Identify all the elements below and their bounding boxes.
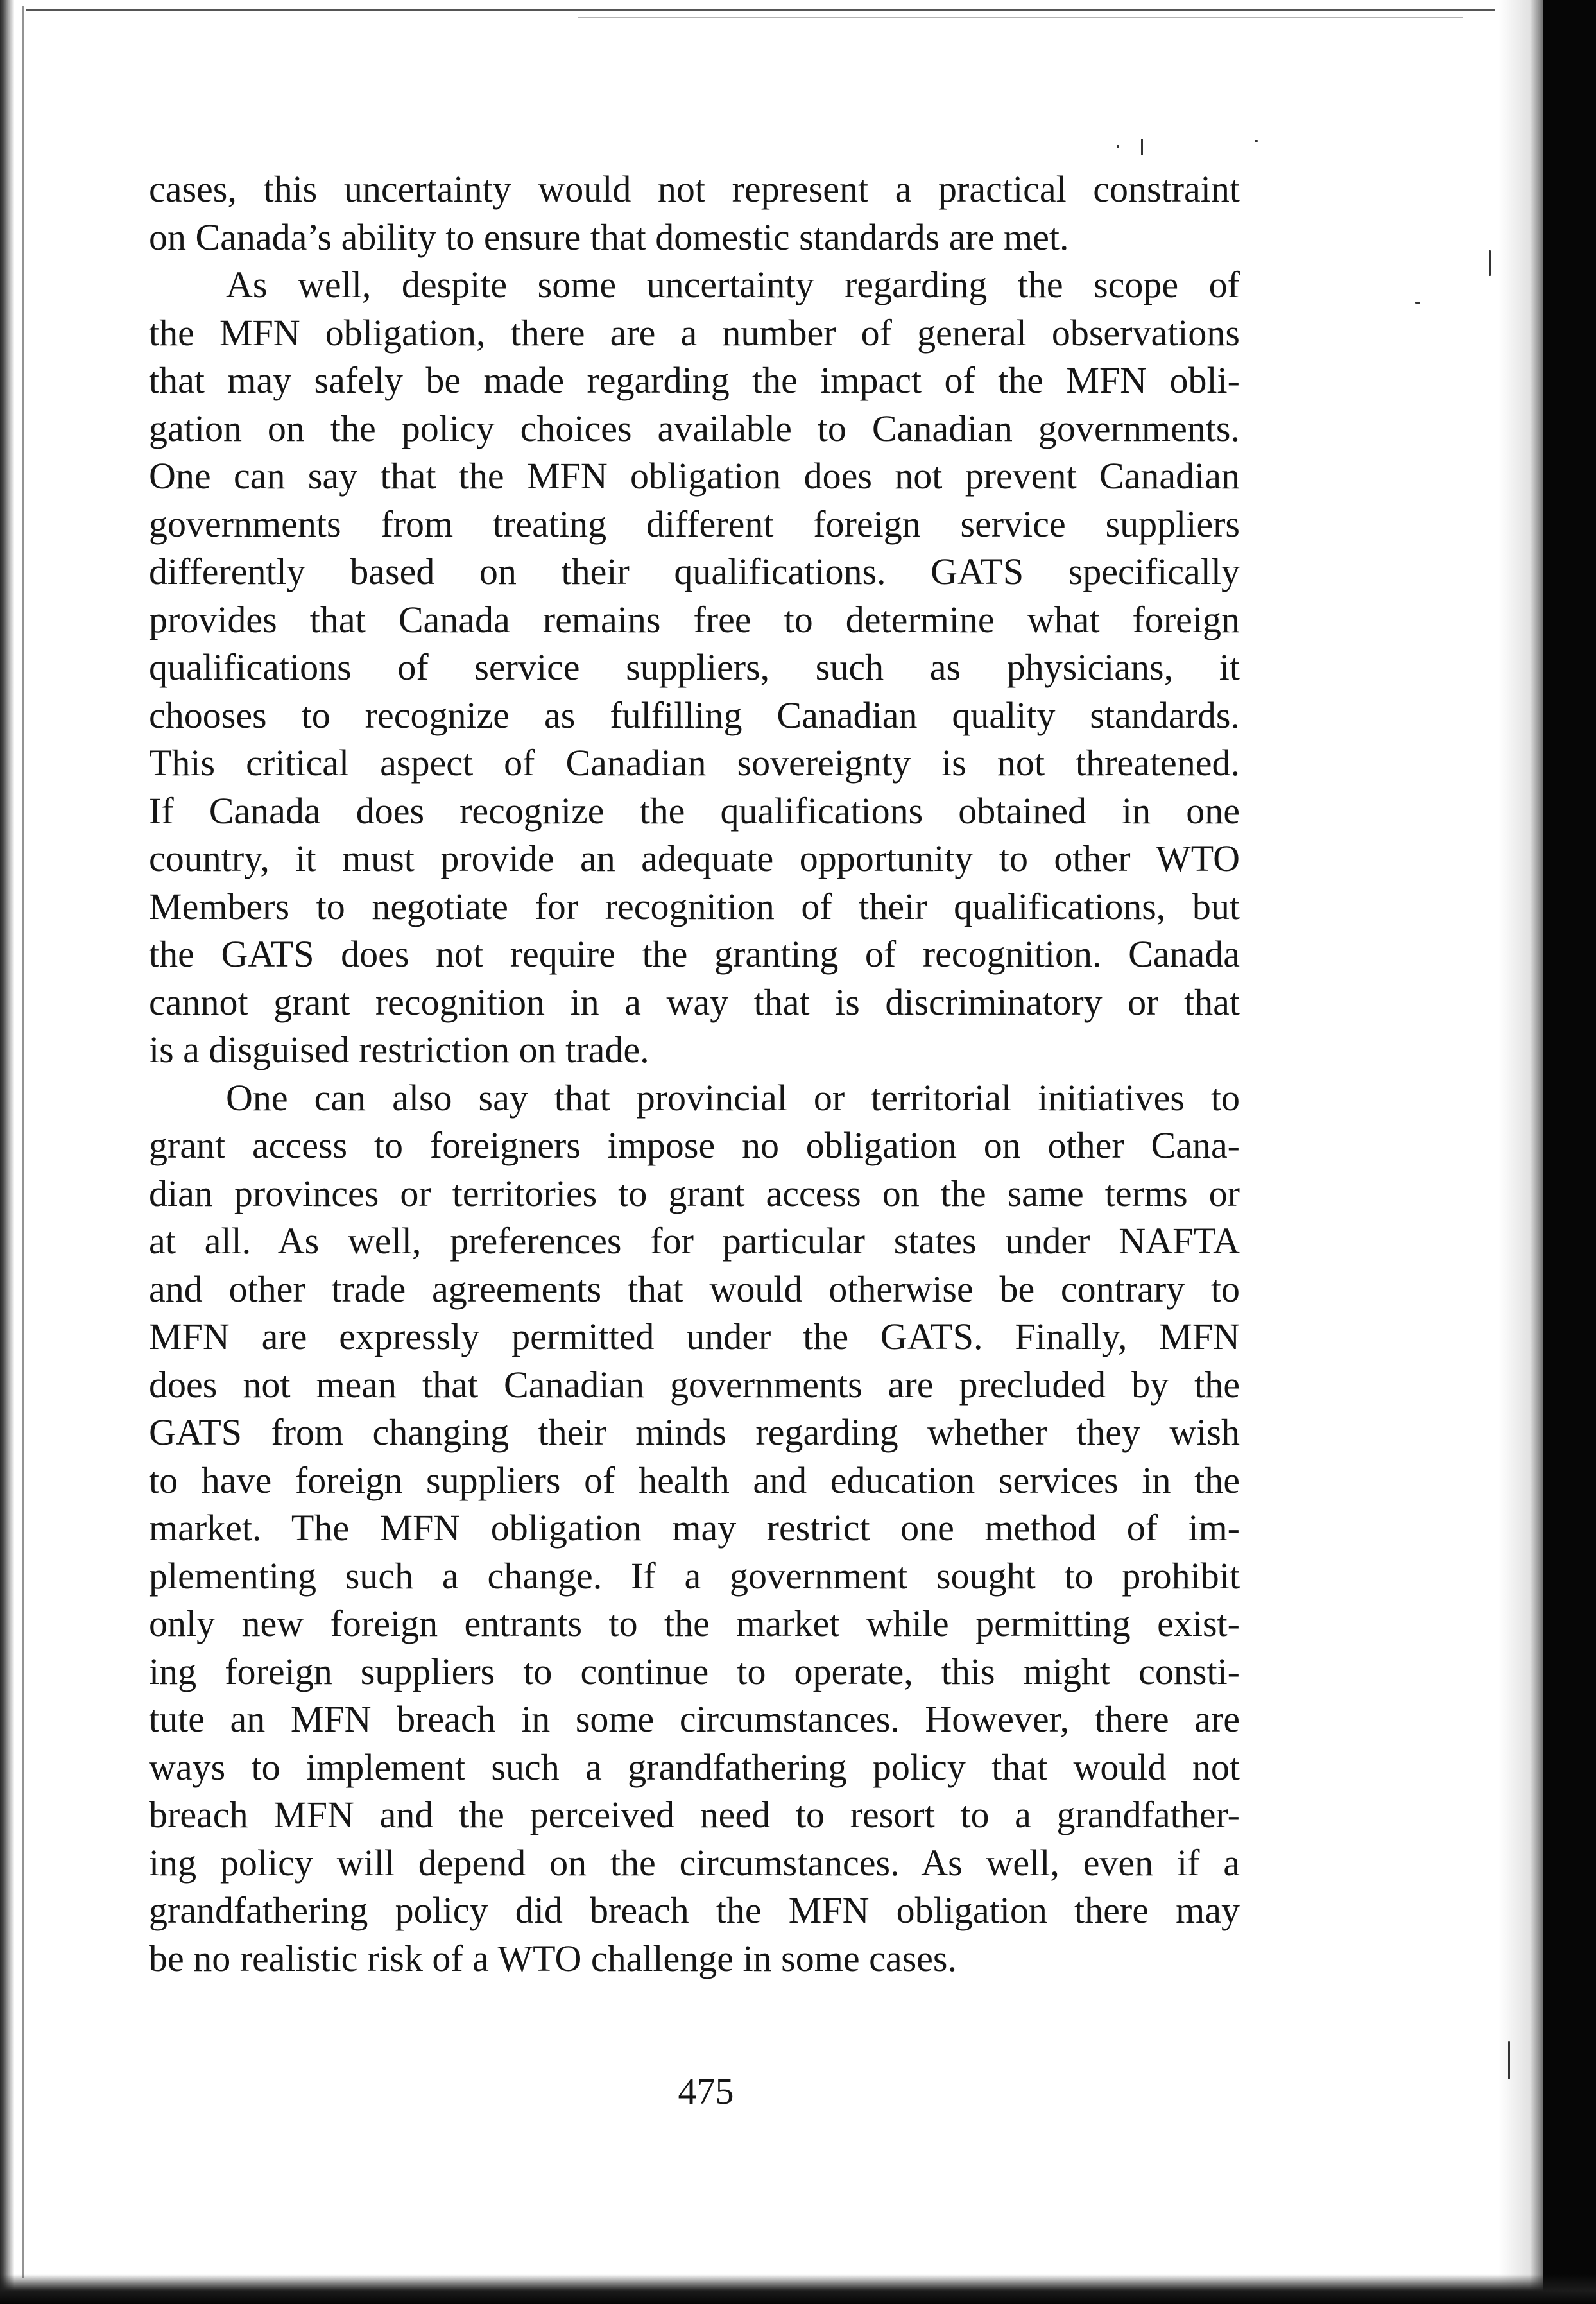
text-line: ways to implement such a grandfathering policy that would not [149, 1746, 1240, 1788]
text-line: provides that Canada remains free to determine what foreign [149, 598, 1240, 640]
scan-speck [1141, 139, 1143, 155]
text-line: to have foreign suppliers of health and education services in the [149, 1459, 1240, 1501]
text-line: grant access to foreigners impose no obligation on other Cana- [149, 1124, 1240, 1166]
page-binding-shadow [0, 0, 14, 2304]
text-line: gation on the policy choices available to Canadian governments. [149, 407, 1240, 449]
text-line: breach MFN and the perceived need to resort to a grandfather- [149, 1794, 1240, 1835]
text-line: and other trade agreements that would otherwise be contrary to [149, 1268, 1240, 1310]
page-number: 475 [678, 2070, 734, 2112]
text-line: the MFN obligation, there are a number of general observations [149, 311, 1240, 354]
page-left-edge-line [22, 6, 24, 2278]
scan-speck [1415, 302, 1420, 304]
page-top-edge-line-secondary [578, 17, 1463, 18]
text-line: market. The MFN obligation may restrict one method of im- [149, 1507, 1240, 1549]
text-line: chooses to recognize as fulfilling Canadian quality standards. [149, 694, 1240, 736]
scan-dark-margin-right [1543, 0, 1596, 2304]
text-line: does not mean that Canadian governments are precluded by the [149, 1363, 1240, 1406]
text-line: that may safely be made regarding the impact of the MFN obli- [149, 359, 1240, 401]
text-line: qualifications of service suppliers, such as physicians, it [149, 646, 1240, 688]
text-line: This critical aspect of Canadian sovereignty is not threatened. [149, 742, 1240, 784]
text-line: cannot grant recognition in a way that is discriminatory or that [149, 981, 1240, 1023]
page-gutter-shadow [1498, 0, 1543, 2304]
scan-speck [1117, 145, 1119, 148]
text-line: ing policy will depend on the circumstances. As well, even if a [149, 1841, 1240, 1884]
text-line: country, it must provide an adequate opportunity to other WTO [149, 838, 1240, 879]
text-line: the GATS does not require the granting of recognition. Canada [149, 933, 1240, 975]
text-line: GATS from changing their minds regarding whether they wish [149, 1411, 1240, 1453]
text-line: governments from treating different foreign service suppliers [149, 503, 1240, 545]
scan-speck [1489, 250, 1491, 276]
text-line: Members to negotiate for recognition of their qualifications, but [149, 885, 1240, 927]
scan-speck [1255, 140, 1258, 142]
text-line: One can also say that provincial or territorial initiatives to [226, 1076, 1240, 1119]
text-line: tute an MFN breach in some circumstances. However, there are [149, 1698, 1240, 1740]
text-line: dian provinces or territories to grant access on the same terms or [149, 1172, 1240, 1214]
text-line: only new foreign entrants to the market while permitting exist- [149, 1603, 1240, 1644]
text-line: grandfathering policy did breach the MFN obligation there may [149, 1889, 1240, 1931]
scan-speck [1508, 2041, 1510, 2079]
text-line: One can say that the MFN obligation does not prevent Canadian [149, 455, 1240, 497]
text-line: plementing such a change. If a government sought to prohibit [149, 1554, 1240, 1597]
text-line: differently based on their qualifications. GATS specifically [149, 551, 1240, 592]
text-line: cases, this uncertainty would not represent a practical constraint [149, 168, 1240, 210]
text-line: MFN are expressly permitted under the GATS. Finally, MFN [149, 1316, 1240, 1357]
page-top-edge-line [26, 9, 1495, 11]
text-line: be no realistic risk of a WTO challenge in some cases. [149, 1937, 957, 1979]
page-body-text [149, 166, 1240, 1982]
text-line: As well, despite some uncertainty regarding the scope of [226, 264, 1240, 305]
text-line: is a disguised restriction on trade. [149, 1029, 649, 1070]
text-line: on Canada’s ability to ensure that domestic standards are met. [149, 216, 1069, 258]
text-line: at all. As well, preferences for particular states under NAFTA [149, 1220, 1240, 1262]
text-line: ing foreign suppliers to continue to operate, this might consti- [149, 1650, 1240, 1692]
scan-dark-margin-bottom [0, 2274, 1596, 2304]
text-line: If Canada does recognize the qualifications obtained in one [149, 789, 1240, 832]
